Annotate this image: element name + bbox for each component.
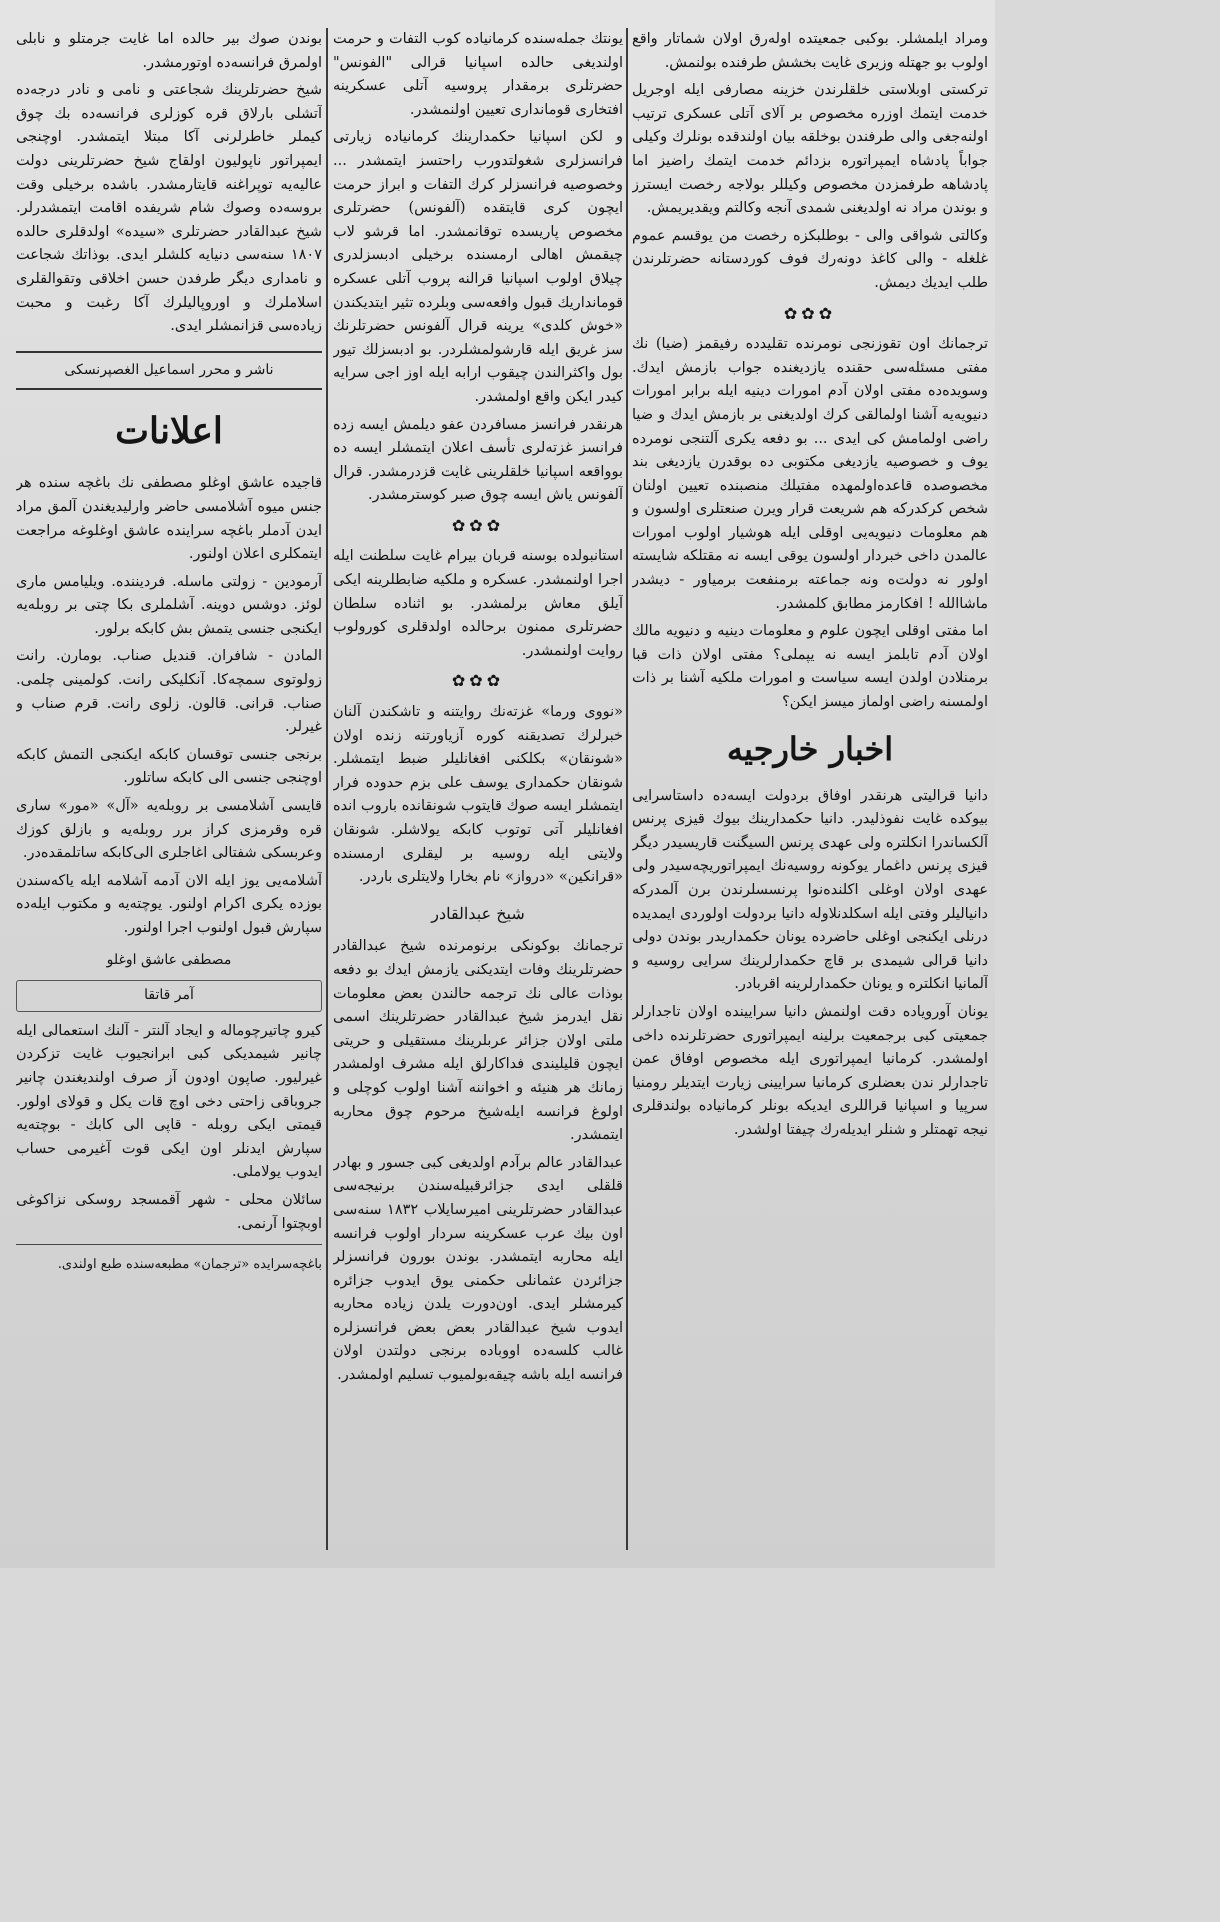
paragraph: قایسی آشلامسی بر روبله‌یه «آل» «مور» ساری قره وقرمزی کراز برر روبله‌یه و بازلق کوزك وعربسکی شفتالی اغاجلری الی‌کابکه ساتلمقده‌در. [16, 798, 322, 862]
column-right [632, 28, 988, 1558]
publisher-line: ناشر و محرر اسماعیل الغصپرنسکی [16, 351, 322, 391]
article-title-sheikh-abdulkadir: شیخ عبدالقادر [431, 903, 525, 923]
divider [16, 1244, 322, 1245]
paragraph: ومراد ایلمشلر. بوکبی جمعیتده اوله‌رق اولان شماتار واقع اولوب بو جهتله وزیری غایت بخشش طرفنده بولنمش. [632, 31, 988, 71]
paragraph: آرمودین - زولتی ماسله. فردیننده. ویلیامس ماری لوئز. دوشس دوینه. آشلملری بکا چتی بر روبله‌یه ایکنجی جنسی یتمش بش کابکه برلور. [16, 573, 322, 637]
paragraph: یونان آورویاده دقت اولنمش دانیا سرایینده اولان تاجدارلر جمعیتی کبی برجمعیت برلینه ایمپراتوری حضرتلرنده داخی اولمشدر. کرمانیا ایمپراتوری ایله مخصوص اوفاق عمن تاجدارلر ندن بعضلری کرمانیا سرایینی زیارت ایتدیلر رومنیا سرپیا و اسپانیا قراللری ایدیکه بونلر کرمانیاده بولندقلری نیجه تهمتلر و شنلر ایدیله‌رك چیفتا اولشدر. [632, 1003, 988, 1138]
paragraph: قاجیده عاشق اوغلو مصطفی نك باغچه سنده هر جنس میوه آشلامسی حاضر وارلیدیغندن آلمق مراد ایدن آدملر باغچه سراینده عاشق اوغلوغه مراجعت ایتمکلری اعلان اولنور. [16, 475, 322, 563]
section-title-advertisements: اعلانات [115, 410, 223, 453]
paragraph: آشلامه‌یی یوز ایله الان آدمه آشلامه ایله یاکه‌سندن بوزده یکری اکرام اولنور. یوچته‌یه و مکتوب ایله‌ده سپارش قبول اولنوب اجرا اولنور. [16, 872, 322, 936]
ornament-divider: ✿✿✿ [451, 671, 505, 691]
paragraph: ترکستی اوبلاستی خلقلرندن خزینه مصارفی ایله اوجریل خدمت ایتمك اوزره مخصوص بر آلای آتلی عسکری ترتیب اولنه‌جغی والی طرفندن بوخلقه بیان اولندقده بونلرك وکیلی جواباً پادشاه ایمپراتوره بزدائم خدمت ایتمك راضیز اما پادشاهه طرفمزدن مخصوص وکیللر بولاجه رخصت ایسترز و بوندن مراد نه اولدیغنی شمدی آنجه وکالتم ویقدیریمش. [632, 82, 988, 217]
paragraph: بوندن صوك بیر حالده اما غایت جرمتلو و نابلی اولمرق فرانسه‌ده اوتورمشدر. [16, 31, 322, 71]
paragraph: «نووی ورما» غزته‌نك روایتنه و تاشکندن آلنان خبرلرك تصدیقنه کوره آزیاورتنه زنده اولان «شونقان» بکلکنی افغانلیلر ضبط ایتمشلر. شونقان حکمداری یوسف علی بزم حدوده فرار ایتمشلر ایسه صوك قایتوب شونقانده باروب انده افغانلیلر آتی توتوب کابکه یولاشلر. شونقان ولایتی ایله روسیه بر لیقلری ارمسنده «قرانکین» «درواز» نام بخارا ولایتلری باردر. [333, 704, 623, 886]
paragraph: ترجمانك بوکونکی برنومرنده شیخ عبدالقادر حضرتلرینك وفات ایتدیکنی یازمش ایدك بو دفعه بوذات عالی نك ترجمه حالندن بعض معلومات نقل ایدرمز شیخ عبدالقادر حضرتلرینك اسمی ملتی اولان جزائر عربلرینك مستقیلی و حریتی ایچون قلیلیندی فداکارلق ایله مشرف اولمشدر زمانك هر هنیئه و اخواننه آشنا اولوب کوچلی و اولوغ فرانسه ایله‌شیخ مرحوم چوق محاربه ایتمشدر. [333, 938, 623, 1144]
paragraph: اما مفتی اوقلی ایچون علوم و معلومات دینیه و دنیویه مالك اولان آدم تابلمز ایسه نه یپملی؟ مفتی اولان ذات قبا برمنلادن اولدن ایسه سیاست و امورات ملکیه آشنا بر ذات اولمسنه راضی اولماز میسز ایکن؟ [632, 623, 988, 711]
paragraph: المادن - شافران. قندیل صناب. بومارن. رانت زولوتوی سمچه‌کا. آنکلیکی رانت. کولمینی چلمی. صناب. قرانی. قالون. زلوی رانت. قرم صناب و غیرلر. [16, 648, 322, 736]
ad-title: آمر قاتقا [16, 980, 322, 1012]
ad-signature: مصطفی عاشق اوغلو [106, 951, 232, 968]
column-divider [326, 28, 328, 1550]
paragraph: و لکن اسپانیا حکمدارینك کرمانیاده زیارتی فرانسزلری شغولتدورب راحتسز ایتمشدر ... وخصوصیه فرانسزلر کرك التفات و ابراز حرمت ایچون کری قایتقده (آلفونس) حضرتلری مخصوص پاریسده توقانمشدر. اما قرشو لاب چیقمش اهالی ارمسنده برخیلی ادبسزلدری چیلاق اولوب اسپانیا قرالنه پروب آتلی عسکره قومانداریك قبول وافعه‌سی وبلرده تثیر ایتدیکندن «خوش کلدی» یرینه قرال آلفونس حضرتلرنك سز غریق ایله قارشولمشلردر. بو ادبسزلك تیور بول واکثرالندن چیقوب ارابه ایله اوز اجی سرایه کیدر ایکن واقع اولمشدر. [333, 129, 623, 405]
column-divider [626, 28, 628, 1550]
imprint-footer: باغچه‌سرایده «ترجمان» مطبعه‌سنده طبع اولندی. [57, 1257, 322, 1273]
paragraph: شیخ حضرتلرینك شجاعتی و نامی و نادر درجه‌ده آتشلی بارلاق قره کوزلری فرانسه‌ده بك چوق کیملر خاطرلرنی آکا مبتلا ایتمشدر. اوچنجی ایمپراتور ناپولیون اولقاج شیخ حضرتلرینی دولت عالیه‌یه توپراغنه قایتارمشدر. باشده برخیلی وقت بروسه‌ده وصوك شام شریفده اقامت ایتمشدرلر. شیخ عبدالقادر حضرتلری «سیده» اولدقلری حالده ۱۸۰۷ سنه‌سی دنیایه کلشلر ایدی. بوذاتك شجاعت و نامداری دیگر طرفدن حسن اخلاقی وتقوالقلری اسلاملرك و اوروپالیلرك آکا رغبت و محبت زیاده‌سی قزانمشلر ایدی. [16, 82, 322, 335]
paragraph: دانیا قرالیتی هرنقدر اوفاق بردولت ایسه‌ده داستاسرایی بیوکده غایت نفوذلیدر. دانیا حکمدارینك بیوك قیزی پرنس آلکساندرا انکلتره ولی عهدی پرنس السیگنت قاریسیدر دیگر قیزی پرنس داغمار یوکونه روسیه‌نك ایمپراتوریچه‌سیدر ولی عهدی اولان اوغلی اکلنده‌نوا پرنسسلرندن برن آلمدرکه دانیالیلر وفتی ایله اسکلدنلاوله دانیا بردولت اولوردی ایمدیده درنلی ایکنجی اوغلی حاضرده یونان حکمداریدر بوندن دولی دانیا قرالی شیمدی بر قاچ حکمدارلرینك سرایی روسیه و آلمانیا انکلتره و یونان حکمدارلرینه اقربادر. [632, 787, 988, 993]
paragraph: کیرو چاتیرچوماله و ایجاد آلنتر - آلنك استعمالی ایله چانیر شیمدیکی کبی ابرانجیوب غایت تزکردن غیرلیور. صاپون اودون آز صرف اولندیغندن چانیر جروباقی زاحتی دخی اوچ قات یکل و قولای اولور. قیمتی ایکی روبله - قاپی الی کابك - بوچته‌یه سپارش ایدنلر اون ایکی قوت آغیرمی حساب ایدوب یولاملی. [16, 1022, 322, 1181]
ornament-divider: ✿✿✿ [451, 515, 505, 535]
paragraph: سائلان محلی - شهر آقمسجد روسکی نزاکوغی اوبچتوا آرنمی. [16, 1191, 322, 1232]
column-middle [333, 28, 623, 1558]
paragraph: هرنقدر فرانسز مسافردن عفو دیلمش ایسه زده فرانسز غزته‌لری تأسف اعلان ایتمشلر ایسه ده بوواقعه اسپانیا خلقلرینی غایت قزدرمشدر. قرال آلفونس یاش ایسه چوق صبر کوسترمشدر. [333, 416, 623, 504]
column-left [16, 28, 322, 1558]
paragraph: ترجمانك اون تقوزنجی نومرنده تقلیدده رفیقمز (ضیا) نك مفتی مسئله‌سی حقنده یازدیغنده جواب بازمش ایدك. وسویده‌ده مفتی اولان آدم امورات دینیه ایله برابر امورات دنیویه‌یه آشنا اولمالقی کرك اولدیغنی بر بازمش ایدك و ضیا راضی اولمامش کی ایدی ... بو دفعه یکری آلتنجی نومرده یوف و خصوصیه یازدیغی مکتوبی ده بوقدرن یازدیغی بند مخصوصده قاعده‌اولمهده مفتیلك منصبنده تعیین اولنان شخص کرکدرکه هم شریعت قرار ویرن صنعتلری اولسون و هم معلومات دنیویه‌یی اوقلی ایله هوشیار اولوب امورات عالمدن داخی خبردار اولسون یوقی ایسه نه مقتلکه شایسته اولور نه دولت‌ه ونه جماعته برمنفعت برمیاور - دیشدر ماشاالله ! افکارمز مطابق کلمشدر. [632, 336, 988, 612]
paragraph: برنجی جنسی توقسان کابکه ایکنجی التمش کابکه اوچنجی جنسی الی کابکه ساتلور. [16, 746, 322, 787]
section-title-foreign-news: اخبار خارجیه [726, 729, 894, 768]
paragraph: استانبولده بوسنه قربان بیرام غایت سلطنت ایله اجرا اولنمشدر. عسکره و ملکیه ضابطلرینه ایکی آیلق معاش برلمشدر. بو اثناده سلطان حضرتلری ممنون برحالده اولدقلری کورولوب روایت اولنمشدر. [333, 548, 623, 659]
paragraph: وکالتی شواقی والی - بوطلبکزه رخصت من یوقسم عموم غلغله - والی کاغذ دونه‌رك فوف کوردستانه حضرتلرندن طلب ایدیك دیمش. [632, 227, 988, 291]
ornament-divider: ✿✿✿ [783, 303, 837, 323]
paragraph: عبدالقادر عالم برآدم اولدیغی کبی جسور و بهادر قلقلی ایدی جزائرقبیله‌سندن برنیجه‌سی عبدالقادر حضرتلرینی امیرسایلاب ۱۸۳۲ سنه‌سی اون بیك عرب عسکرینه سردار اولوب فرانسه ایله محاربه ایتمشدر. بوندن بورون فرانسزلر جزائردن عثمانلی حکمنی یوق ایدوب جزائره کیرمشلر ایدی. اون‌دورت یلدن زیاده محاربه ایدوب شیخ عبدالقادر بعض بعض فرانسزلره غالب کلسه‌ده اووباده برنجی دولتدن اولان فرانسه ایله باشه چیقه‌بولمیوب تسلیم اولمشدر. [333, 1154, 623, 1384]
paragraph: یونتك جمله‌سنده کرمانیاده کوب التفات و حرمت اولندیغی حالده اسپانیا قرالی "الفونس" حضرتلری برمقدار پروسیه آتلی عسکرینه افتخاری قومانداری تعیین اولنمشدر. [333, 31, 623, 118]
